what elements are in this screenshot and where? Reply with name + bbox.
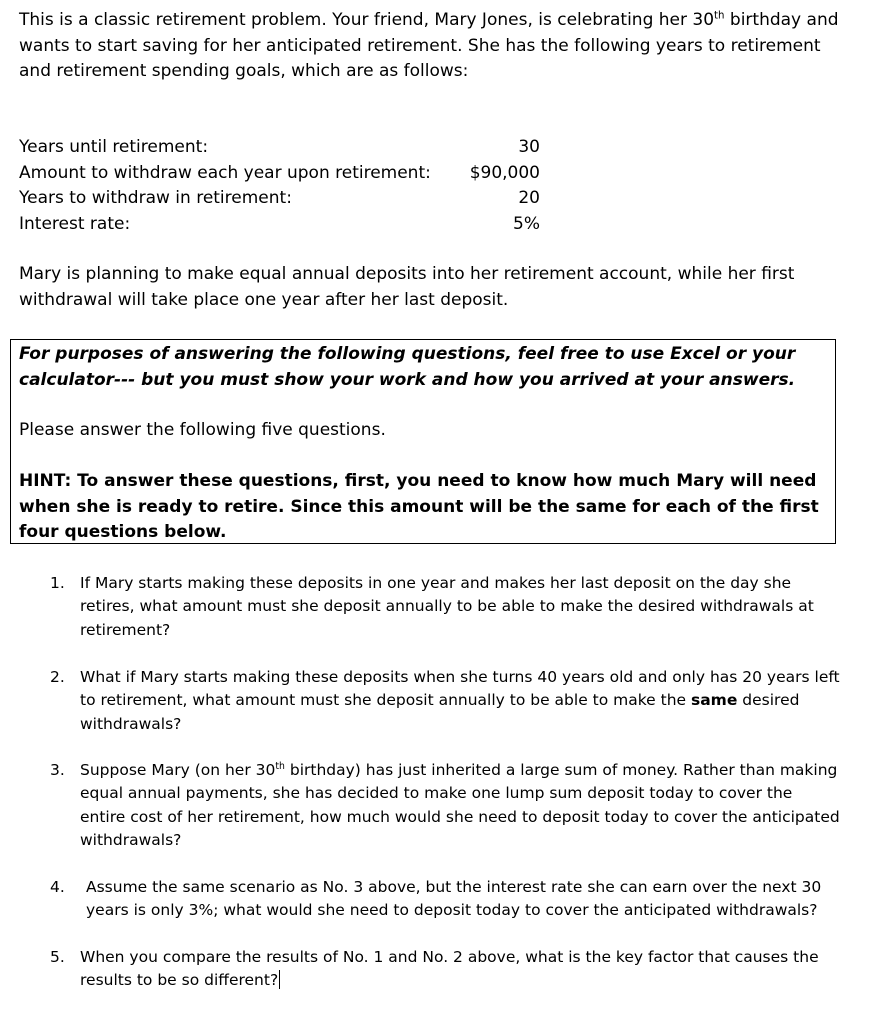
intro-text-1: This is a classic retirement problem. Your friend, Mary Jones, is celebrating her 30	[19, 10, 715, 30]
plan-paragraph: Mary is planning to make equal annual deposits into her retirement account, while her first withdrawal will take place one year after her last deposit.	[19, 264, 795, 310]
intro-superscript: th	[714, 10, 725, 22]
param-value: 20	[518, 188, 540, 208]
question-number: 5.	[50, 948, 65, 966]
intro-paragraph	[19, 8, 849, 85]
hint-text: HINT: To answer these questions, first, you need to know how much Mary will need when she is ready to retire. Since this amount will be the same for each of the first four questions below.	[19, 471, 819, 542]
param-value: 5%	[513, 213, 540, 234]
question-number: 2.	[50, 668, 65, 686]
intro-text-2: birthday and wants to start saving for her anticipated retirement. She has the following years to retirement and retirement spending goals, which are as follows:	[19, 10, 839, 81]
question-text-part: When you compare the results of No. 1 and No. 2 above, what is the key factor that causes the results to be so different?	[80, 948, 819, 990]
please-answer-text: Please answer the following five questions.	[19, 420, 386, 440]
question-text	[80, 759, 840, 852]
question-text: Assume the same scenario as No. 3 above, but the interest rate she can earn over the next 30 years is only 3%; what would she need to deposit today to cover the anticipated withdrawals?	[86, 878, 822, 920]
question-text-part: desired withdrawals?	[80, 691, 800, 733]
instructions-text: For purposes of answering the following questions, feel free to use Excel or your calculator--- but you must show your work and how you arrived at your answers.	[19, 344, 796, 390]
question-text-part: Suppose Mary (on her 30	[80, 761, 276, 779]
question-text-part: birthday) has just inherited a large sum of money. Rather than making equal annual payments, she has decided to make one lump sum deposit today to cover the entire cost of her retirement, how much would she need to deposit today to cover the anticipated withdrawals?	[80, 761, 840, 849]
question-text[interactable]	[80, 946, 840, 993]
text-cursor	[279, 970, 280, 989]
param-value: $90,000	[469, 162, 540, 183]
param-row	[19, 161, 559, 187]
param-label: Amount to withdraw each year upon retirement:	[19, 162, 431, 183]
question-emphasis: same	[691, 691, 738, 710]
question-number: 4.	[50, 878, 65, 896]
question-text	[80, 666, 840, 736]
instructions-box	[10, 339, 836, 544]
question-superscript: th	[275, 760, 285, 772]
param-row	[19, 212, 559, 238]
param-label: Years until retirement:	[19, 137, 209, 157]
param-row	[19, 186, 559, 212]
param-row	[19, 135, 559, 161]
question-text: If Mary starts making these deposits in one year and makes her last deposit on the day she retires, what amount must she deposit annually to be able to make the desired withdrawals at retirement?	[80, 574, 814, 639]
question-number: 3.	[50, 761, 65, 779]
question-number: 1.	[50, 574, 65, 592]
param-label: Interest rate:	[19, 213, 131, 234]
parameters-table	[19, 135, 559, 237]
param-value: 30	[518, 137, 540, 157]
param-label: Years to withdraw in retirement:	[19, 188, 292, 208]
question-text-part: What if Mary starts making these deposits when she turns 40 years old and only has 20 years left to retirement, what amount must she deposit annually to be able to make the	[80, 668, 840, 710]
